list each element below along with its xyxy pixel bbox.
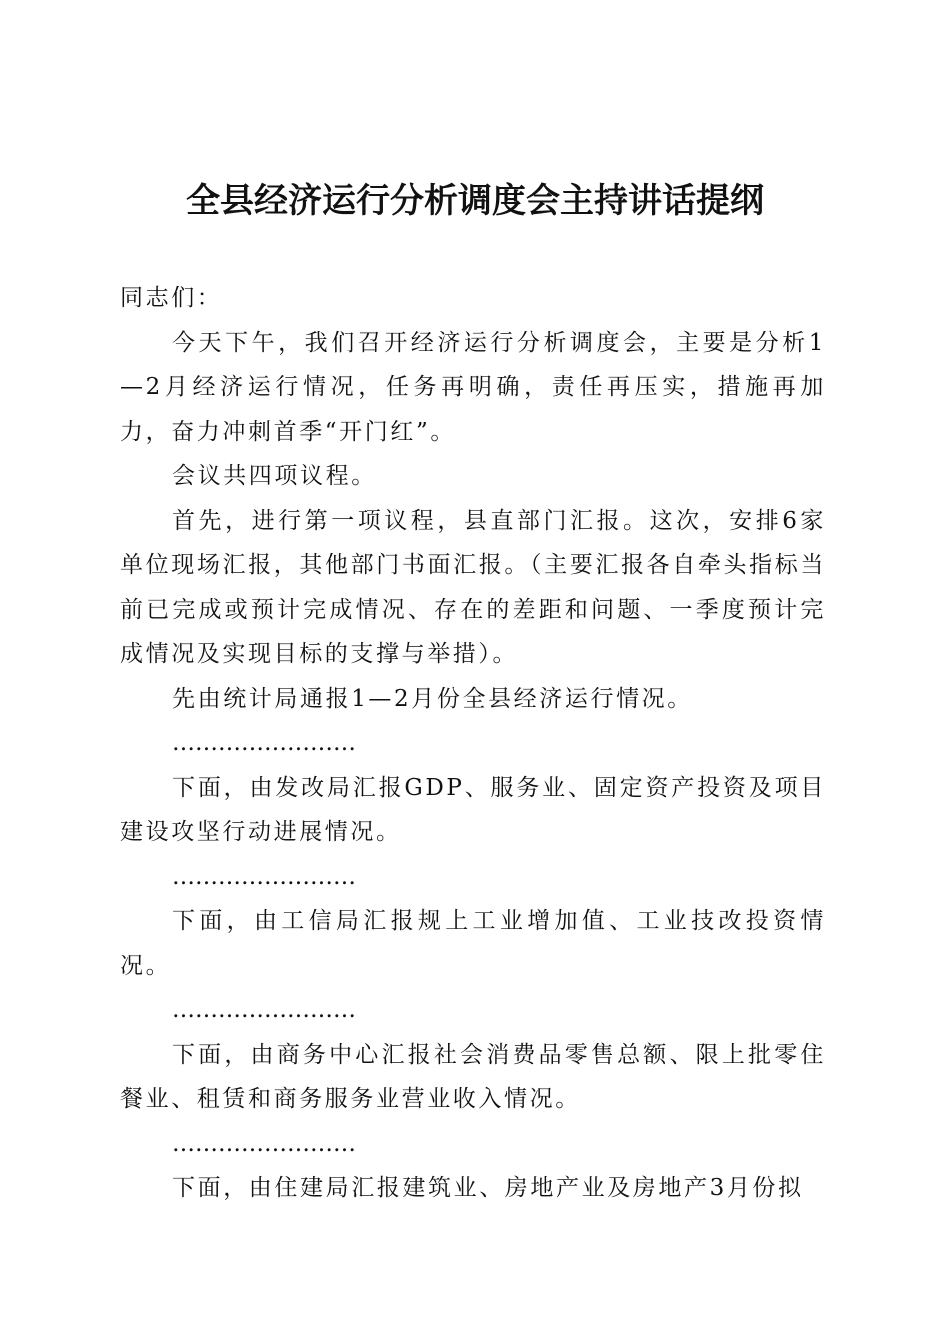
ellipsis-line: …………………… [172, 730, 356, 756]
ellipsis-line: …………………… [172, 997, 356, 1023]
paragraph-construction: 下面，由住建局汇报建筑业、房地产业及房地产3月份拟 [172, 1175, 804, 1201]
paragraph-commerce: 下面，由商务中心汇报社会消费品零售总额、限上批零住餐业、租赁和商务服务业营业收入情况。 [120, 1041, 826, 1112]
ellipsis-line: …………………… [172, 863, 356, 890]
paragraph-opening: 今天下午，我们召开经济运行分析调度会，主要是分析1—2月经济运行情况，任务再明确，责任再压实，措施再加力，奋力冲刺首季“开门红”。 [120, 329, 826, 445]
paragraph-development: 下面，由发改局汇报GDP、服务业、固定资产投资及项目建设攻坚行动进展情况。 [120, 774, 826, 845]
paragraph-first-item: 首先，进行第一项议程，县直部门汇报。这次，安排6家单位现场汇报，其他部门书面汇报。（主要汇报各自牵头指标当前已完成或预计完成情况、存在的差距和问题、一季度预计完成情况及实现目标的支撑与举措）。 [120, 507, 826, 667]
paragraph-statistics: 先由统计局通报1—2月份全县经济运行情况。 [172, 685, 693, 712]
document-body [120, 276, 826, 1211]
ellipsis-line: …………………… [172, 1130, 356, 1157]
salutation: 同志们： [120, 285, 223, 311]
paragraph-industry: 下面，由工信局汇报规上工业增加值、工业技改投资情况。 [120, 908, 826, 979]
document-title: 全县经济运行分析调度会主持讲话提纲 [186, 181, 764, 221]
paragraph-agenda: 会议共四项议程。 [172, 463, 377, 489]
